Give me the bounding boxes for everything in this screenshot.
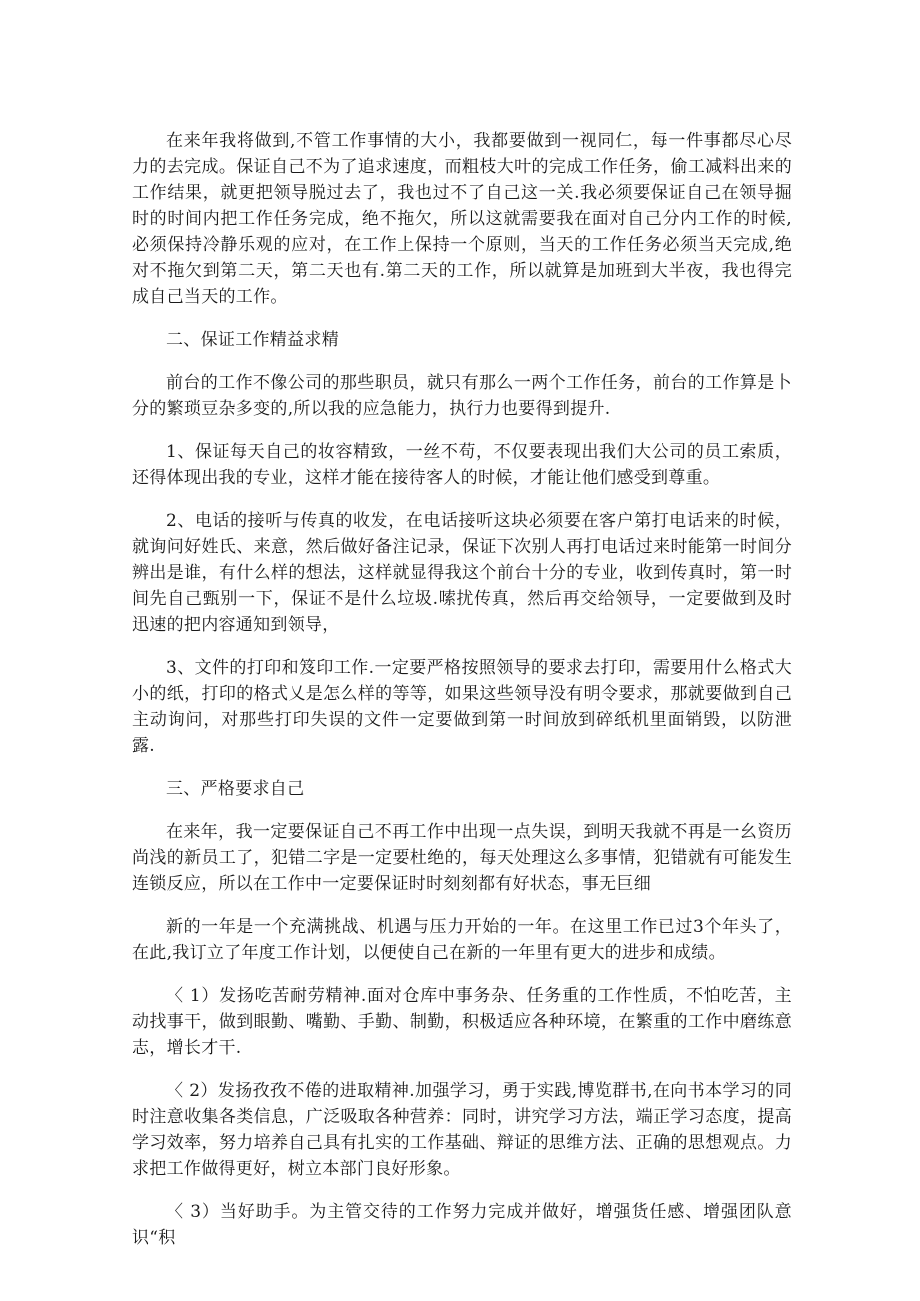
paragraph-strict-self: 在来年，我一定要保证自己不再工作中出现一点失误，到明天我就不再是一幺资历尚浅的新员工了，犯错二字是一定要杜绝的，每天处理这么多事情，犯错就有可能发生连锁反应，所以在工作中一定要保证时时刻刻都有好状态，事无巨细 (132, 822, 792, 894)
plan-item-3: 〈 3）当好助手。为主管交待的工作努力完成并做好，增强货任感、增强团队意识“积 (132, 1202, 792, 1248)
section-heading-3: 三、严格要求自己 (166, 779, 305, 799)
paragraph-reception-intro: 前台的工作不像公司的那些职员，就只有那么一两个工作任务，前台的工作算是卜分的繁琐豆杂多变的,所以我的应急能力，执行力也要得到提升. (132, 373, 792, 419)
paragraph-work-attitude: 在来年我将做到,不管工作事情的大小，我都要做到一视同仁，每一件事都尽心尽力的去完成。保证自己不为了追求速度，而粗枝大叶的完成工作任务，偷工减料出来的工作结果，就更把领导脱过去了，我也过不了自己这一关.我必须要保证自己在领导掘时的时间内把工作任务完成，绝不拖欠，所以这就需要我在面对自己分内工作的时候,必须保持冷静乐观的应对，在工作上保持一个原则，当天的工作任务必须当天完成,绝对不拖欠到第二天，第二天也有.第二天的工作，所以就算是加班到大半夜，我也得完成自己当天的工作。 (132, 131, 792, 307)
plan-item-2: 〈 2）发扬孜孜不倦的进取精神.加强学习，勇于实践,博览群书,在向书本学习的同时注意收集各类信息，广泛吸取各种营养：同时，讲究学习方法，端正学习态度，提高学习效率，努力培养自己具有扎实的工作基础、辩证的思维方法、正确的思想观点。力求把工作做得更好，树立本部门良好形象。 (132, 1081, 792, 1179)
section-heading-2: 二、保证工作精益求精 (166, 330, 339, 350)
list-item-2: 2、电话的接听与传真的收发，在电话接听这块必须要在客户第打电话来的时候，就询问好姓氏、来意，然后做好备注记录，保证下次别人再打电话过来时能第一时间分辨出是谁，有什么样的想法，这样就显得我这个前台十分的专业，收到传真时，第一时间先自己甄别一下，保证不是什么垃圾.嗦扰传真，然后再交给领导，一定要做到及时迅速的把内容通知到领导， (132, 511, 792, 635)
document-body (132, 128, 792, 1268)
list-item-3: 3、文件的打印和笈印工作.一定要严格按照领导的要求去打印，需要用什么格式大小的纸，打印的格式乂是怎么样的等等，如果这些领导没有明令要求，那就要做到自己主动询问，对那些打印失误的文件一定要做到第一时间放到碎纸机里面销毁，以防泄露. (132, 658, 792, 756)
plan-item-1: 〈 1）发扬吃苦耐劳精神.面对仓库中事务杂、任务重的工作性质，不怕吃苦，主动找事干，做到眼勤、嘴勤、手勤、制勤，积极适应各种环境，在繁重的工作中磨练意志，增长才干. (132, 986, 792, 1058)
paragraph-new-year-plan: 新的一年是一个充满挑战、机遇与压力开始的一年。在这里工作已过3个年头了，在此,我订立了年度工作计划，以便使自己在新的一年里有更大的进步和成绩。 (132, 917, 792, 963)
list-item-1: 1、保证每天自己的妆容精致，一丝不苟，不仅要表现出我们大公司的员工索质，还得体现出我的专业，这样才能在接待客人的时候，才能让他们感受到尊重。 (132, 442, 792, 488)
